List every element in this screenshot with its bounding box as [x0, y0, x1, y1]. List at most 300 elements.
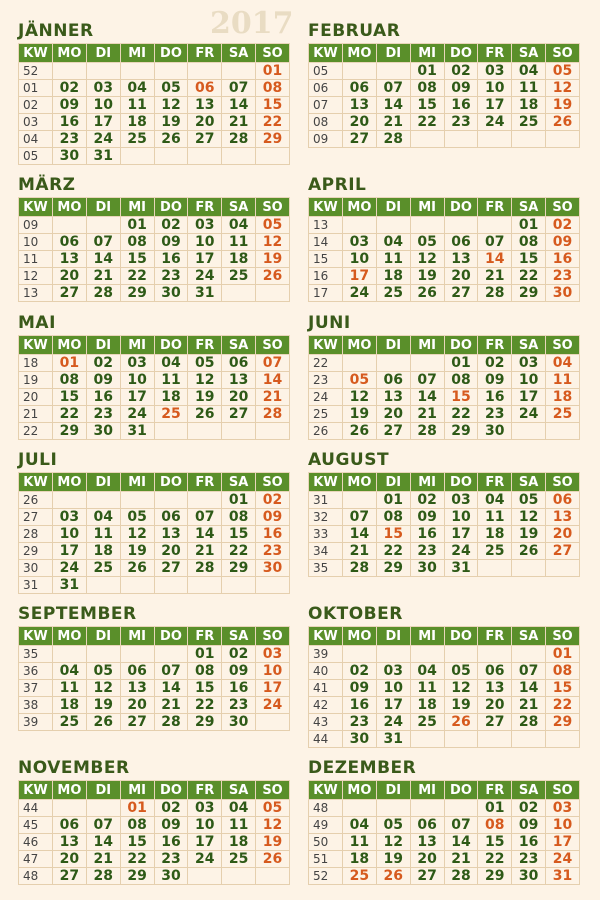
day-cell: 30: [256, 560, 290, 577]
week-number: 32: [309, 509, 343, 526]
week-row: [309, 834, 580, 851]
weekday-header-row: [19, 473, 290, 492]
day-cell: 03: [512, 355, 546, 372]
day-cell: 24: [86, 131, 120, 148]
day-cell: 08: [410, 80, 444, 97]
day-cell: 16: [154, 251, 188, 268]
day-cell: [410, 800, 444, 817]
day-cell: 30: [546, 285, 580, 302]
column-header: DI: [86, 781, 120, 800]
day-cell: 16: [546, 251, 580, 268]
column-header: FR: [188, 627, 222, 646]
column-header: SO: [256, 336, 290, 355]
day-cell: [188, 492, 222, 509]
day-cell: 04: [478, 492, 512, 509]
week-row: [309, 663, 580, 680]
week-number: 13: [309, 217, 343, 234]
column-header: DI: [376, 627, 410, 646]
column-header: SO: [256, 44, 290, 63]
weekday-header-row: [19, 781, 290, 800]
day-cell: 02: [154, 217, 188, 234]
week-number: 30: [19, 560, 53, 577]
day-cell: 15: [512, 251, 546, 268]
day-cell: 22: [478, 851, 512, 868]
day-cell: 27: [343, 131, 377, 148]
day-cell: [410, 131, 444, 148]
day-cell: 06: [222, 355, 256, 372]
day-cell: 28: [410, 423, 444, 440]
day-cell: 19: [444, 697, 478, 714]
week-number: 48: [19, 868, 53, 885]
week-row: [19, 834, 290, 851]
day-cell: 02: [410, 492, 444, 509]
day-cell: 05: [444, 663, 478, 680]
day-cell: 27: [410, 868, 444, 885]
day-cell: 26: [256, 268, 290, 285]
day-cell: 12: [546, 80, 580, 97]
day-cell: 22: [222, 543, 256, 560]
week-row: [309, 423, 580, 440]
week-number: 01: [19, 80, 53, 97]
day-cell: 17: [444, 526, 478, 543]
week-row: [309, 251, 580, 268]
column-header: FR: [188, 198, 222, 217]
day-cell: 28: [154, 714, 188, 731]
day-cell: 07: [86, 234, 120, 251]
day-cell: 08: [512, 234, 546, 251]
day-cell: [376, 355, 410, 372]
week-number: 44: [19, 800, 53, 817]
day-cell: 27: [53, 285, 87, 302]
day-cell: 21: [222, 114, 256, 131]
day-cell: 19: [86, 697, 120, 714]
day-cell: 27: [222, 406, 256, 423]
day-cell: 06: [53, 234, 87, 251]
day-cell: 02: [154, 800, 188, 817]
week-number: 03: [19, 114, 53, 131]
day-cell: 15: [376, 526, 410, 543]
day-cell: 01: [546, 646, 580, 663]
day-cell: [53, 217, 87, 234]
day-cell: 09: [478, 372, 512, 389]
week-number: 41: [309, 680, 343, 697]
day-cell: 08: [478, 817, 512, 834]
day-cell: 22: [512, 268, 546, 285]
day-cell: 27: [376, 423, 410, 440]
day-cell: 07: [154, 663, 188, 680]
day-cell: 19: [188, 389, 222, 406]
day-cell: 09: [410, 509, 444, 526]
column-header: MO: [343, 473, 377, 492]
day-cell: 21: [444, 851, 478, 868]
week-row: [309, 697, 580, 714]
week-row: [309, 97, 580, 114]
week-row: [19, 285, 290, 302]
day-cell: 15: [478, 834, 512, 851]
day-cell: 13: [410, 834, 444, 851]
day-cell: 11: [410, 680, 444, 697]
day-cell: 02: [222, 646, 256, 663]
week-number: 13: [19, 285, 53, 302]
day-cell: 08: [53, 372, 87, 389]
day-cell: 03: [188, 800, 222, 817]
day-cell: 30: [53, 148, 87, 165]
week-number: 19: [19, 372, 53, 389]
day-cell: 26: [444, 714, 478, 731]
week-number: 44: [309, 731, 343, 748]
day-cell: 20: [478, 697, 512, 714]
day-cell: 18: [343, 851, 377, 868]
week-row: [309, 114, 580, 131]
day-cell: 04: [376, 234, 410, 251]
day-cell: 18: [222, 834, 256, 851]
day-cell: 07: [222, 80, 256, 97]
month-september: [18, 602, 290, 731]
day-cell: 27: [546, 543, 580, 560]
day-cell: 08: [188, 663, 222, 680]
day-cell: 25: [410, 714, 444, 731]
column-header: FR: [188, 473, 222, 492]
month-january: [18, 19, 290, 165]
day-cell: 29: [120, 868, 154, 885]
column-header: SA: [512, 336, 546, 355]
day-cell: 03: [376, 663, 410, 680]
day-cell: 07: [188, 509, 222, 526]
day-cell: [222, 423, 256, 440]
day-cell: 25: [512, 114, 546, 131]
day-cell: [86, 492, 120, 509]
day-cell: 13: [444, 251, 478, 268]
column-header: MO: [53, 336, 87, 355]
column-header: MO: [53, 473, 87, 492]
day-cell: 15: [222, 526, 256, 543]
week-number: 29: [19, 543, 53, 560]
day-cell: [86, 577, 120, 594]
day-cell: 28: [86, 868, 120, 885]
column-header: SA: [512, 627, 546, 646]
day-cell: 26: [410, 285, 444, 302]
week-row: [19, 355, 290, 372]
week-number: 39: [19, 714, 53, 731]
week-number: 17: [309, 285, 343, 302]
day-cell: 02: [546, 217, 580, 234]
day-cell: 12: [188, 372, 222, 389]
day-cell: 28: [512, 714, 546, 731]
column-header: KW: [19, 44, 53, 63]
day-cell: 11: [86, 526, 120, 543]
weekday-header-row: [19, 627, 290, 646]
day-cell: 17: [376, 697, 410, 714]
day-cell: 15: [410, 97, 444, 114]
day-cell: 14: [376, 97, 410, 114]
day-cell: 27: [444, 285, 478, 302]
day-cell: 28: [188, 560, 222, 577]
column-header: SO: [256, 627, 290, 646]
column-header: FR: [478, 44, 512, 63]
day-cell: 29: [120, 285, 154, 302]
day-cell: [154, 423, 188, 440]
day-cell: 22: [53, 406, 87, 423]
week-row: [309, 817, 580, 834]
day-cell: 05: [256, 800, 290, 817]
column-header: FR: [478, 336, 512, 355]
week-row: [309, 355, 580, 372]
weekday-header-row: [19, 198, 290, 217]
day-cell: [86, 646, 120, 663]
day-cell: 31: [120, 423, 154, 440]
day-cell: 12: [512, 509, 546, 526]
column-header: MO: [343, 781, 377, 800]
day-cell: 30: [512, 868, 546, 885]
day-cell: 15: [53, 389, 87, 406]
month-grid: [308, 335, 580, 440]
day-cell: 07: [512, 663, 546, 680]
day-cell: [120, 148, 154, 165]
day-cell: 09: [222, 663, 256, 680]
day-cell: 11: [512, 80, 546, 97]
day-cell: 13: [478, 680, 512, 697]
day-cell: 21: [188, 543, 222, 560]
day-cell: 21: [256, 389, 290, 406]
day-cell: 20: [546, 526, 580, 543]
day-cell: 12: [343, 389, 377, 406]
month-title: JÄNNER: [18, 21, 94, 41]
day-cell: 03: [256, 646, 290, 663]
week-row: [19, 800, 290, 817]
column-header: FR: [478, 198, 512, 217]
day-cell: 19: [256, 834, 290, 851]
column-header: KW: [19, 781, 53, 800]
day-cell: 23: [86, 406, 120, 423]
week-row: [309, 714, 580, 731]
week-row: [309, 80, 580, 97]
day-cell: 10: [256, 663, 290, 680]
column-header: KW: [309, 781, 343, 800]
day-cell: 12: [256, 234, 290, 251]
day-cell: 04: [86, 509, 120, 526]
week-number: 05: [309, 63, 343, 80]
month-title: DEZEMBER: [308, 758, 417, 778]
week-number: 05: [19, 148, 53, 165]
day-cell: 16: [53, 114, 87, 131]
day-cell: [376, 217, 410, 234]
day-cell: 10: [478, 80, 512, 97]
week-row: [19, 680, 290, 697]
week-row: [309, 492, 580, 509]
column-header: MO: [343, 627, 377, 646]
day-cell: 26: [546, 114, 580, 131]
day-cell: 15: [188, 680, 222, 697]
day-cell: [546, 131, 580, 148]
day-cell: [343, 63, 377, 80]
day-cell: 24: [512, 406, 546, 423]
week-row: [309, 389, 580, 406]
month-march: [18, 173, 290, 302]
month-grid: [308, 43, 580, 148]
week-row: [19, 509, 290, 526]
day-cell: 28: [256, 406, 290, 423]
day-cell: 17: [53, 543, 87, 560]
day-cell: 05: [154, 80, 188, 97]
day-cell: 03: [120, 355, 154, 372]
day-cell: 29: [256, 131, 290, 148]
column-header: FR: [478, 781, 512, 800]
day-cell: [154, 148, 188, 165]
day-cell: 27: [53, 868, 87, 885]
column-header: MI: [120, 473, 154, 492]
week-number: 14: [309, 234, 343, 251]
day-cell: 26: [376, 868, 410, 885]
day-cell: 18: [546, 389, 580, 406]
day-cell: [188, 577, 222, 594]
day-cell: 28: [376, 131, 410, 148]
day-cell: 10: [53, 526, 87, 543]
day-cell: 06: [154, 509, 188, 526]
week-row: [309, 372, 580, 389]
day-cell: 10: [512, 372, 546, 389]
day-cell: 21: [512, 697, 546, 714]
week-row: [19, 372, 290, 389]
column-header: SO: [546, 336, 580, 355]
day-cell: 14: [154, 680, 188, 697]
day-cell: [188, 868, 222, 885]
week-row: [19, 114, 290, 131]
day-cell: 04: [512, 63, 546, 80]
day-cell: 09: [53, 97, 87, 114]
month-february: [308, 19, 580, 148]
day-cell: 22: [256, 114, 290, 131]
day-cell: 05: [376, 817, 410, 834]
day-cell: 23: [512, 851, 546, 868]
day-cell: 14: [188, 526, 222, 543]
column-header: SO: [546, 781, 580, 800]
day-cell: 23: [154, 851, 188, 868]
week-row: [19, 389, 290, 406]
day-cell: 23: [410, 543, 444, 560]
day-cell: 12: [444, 680, 478, 697]
column-header: KW: [19, 473, 53, 492]
week-row: [19, 851, 290, 868]
week-number: 42: [309, 697, 343, 714]
week-number: 49: [309, 817, 343, 834]
month-title: MAI: [18, 313, 56, 333]
column-header: MO: [343, 198, 377, 217]
day-cell: [154, 646, 188, 663]
day-cell: 17: [120, 389, 154, 406]
week-row: [309, 868, 580, 885]
day-cell: 30: [86, 423, 120, 440]
day-cell: 12: [410, 251, 444, 268]
month-title: OKTOBER: [308, 604, 403, 624]
column-header: DI: [86, 44, 120, 63]
column-header: KW: [19, 627, 53, 646]
day-cell: [478, 646, 512, 663]
day-cell: 03: [343, 234, 377, 251]
week-number: 47: [19, 851, 53, 868]
day-cell: [53, 646, 87, 663]
day-cell: 01: [512, 217, 546, 234]
column-header: DO: [154, 473, 188, 492]
month-grid: [308, 626, 580, 748]
day-cell: 01: [256, 63, 290, 80]
day-cell: 10: [120, 372, 154, 389]
week-row: [19, 268, 290, 285]
column-header: MO: [53, 44, 87, 63]
column-header: DO: [444, 473, 478, 492]
column-header: SA: [512, 781, 546, 800]
day-cell: 13: [343, 97, 377, 114]
column-header: SO: [546, 198, 580, 217]
week-number: 25: [309, 406, 343, 423]
day-cell: 04: [120, 80, 154, 97]
day-cell: 22: [444, 406, 478, 423]
day-cell: [444, 646, 478, 663]
week-row: [309, 509, 580, 526]
month-title: JUNI: [308, 313, 351, 333]
day-cell: 08: [376, 509, 410, 526]
day-cell: 21: [410, 406, 444, 423]
day-cell: 06: [376, 372, 410, 389]
day-cell: 29: [478, 868, 512, 885]
day-cell: 29: [546, 714, 580, 731]
day-cell: [256, 148, 290, 165]
day-cell: 14: [444, 834, 478, 851]
month-title: AUGUST: [308, 450, 390, 470]
month-title: APRIL: [308, 175, 367, 195]
day-cell: 23: [478, 406, 512, 423]
column-header: DO: [154, 198, 188, 217]
day-cell: 17: [188, 251, 222, 268]
month-august: [308, 448, 580, 577]
day-cell: 03: [478, 63, 512, 80]
column-header: DI: [86, 473, 120, 492]
week-number: 36: [19, 663, 53, 680]
day-cell: 21: [86, 268, 120, 285]
weekday-header-row: [19, 44, 290, 63]
week-row: [309, 63, 580, 80]
day-cell: 09: [343, 680, 377, 697]
week-row: [19, 80, 290, 97]
week-number: 04: [19, 131, 53, 148]
week-number: 35: [19, 646, 53, 663]
day-cell: 19: [376, 851, 410, 868]
day-cell: [343, 355, 377, 372]
day-cell: 08: [222, 509, 256, 526]
day-cell: 27: [188, 131, 222, 148]
day-cell: [188, 63, 222, 80]
day-cell: 26: [256, 851, 290, 868]
column-header: DI: [86, 198, 120, 217]
week-number: 22: [309, 355, 343, 372]
column-header: KW: [19, 198, 53, 217]
column-header: SA: [222, 627, 256, 646]
day-cell: 10: [546, 817, 580, 834]
week-row: [309, 851, 580, 868]
day-cell: 29: [512, 285, 546, 302]
day-cell: 13: [222, 372, 256, 389]
day-cell: 14: [86, 834, 120, 851]
day-cell: 08: [120, 234, 154, 251]
week-row: [19, 406, 290, 423]
column-header: SO: [546, 473, 580, 492]
day-cell: [410, 217, 444, 234]
day-cell: [86, 217, 120, 234]
day-cell: 09: [512, 817, 546, 834]
day-cell: [376, 800, 410, 817]
column-header: MO: [343, 44, 377, 63]
weekday-header-row: [309, 44, 580, 63]
column-header: DO: [154, 627, 188, 646]
